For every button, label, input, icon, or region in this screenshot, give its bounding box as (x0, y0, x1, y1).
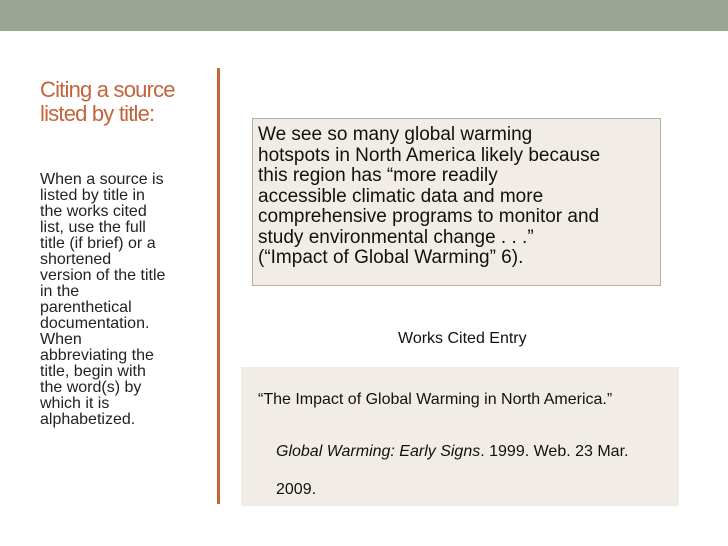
citation-site-title: Global Warming: Early Signs (276, 443, 481, 460)
slide-title-line: listed by title: (40, 101, 155, 126)
quote-box (252, 118, 661, 286)
top-bar (0, 0, 728, 31)
quote-line: this region has “more readily (258, 165, 498, 186)
quote-line: (“Impact of Global Warming” 6). (258, 247, 524, 268)
body-line: abbreviating the (40, 347, 154, 364)
body-line: listed by title in (40, 187, 145, 204)
body-line: When a source is (40, 171, 164, 188)
quote-line: comprehensive programs to monitor and (258, 206, 600, 227)
vertical-divider (217, 68, 220, 504)
body-line: When (40, 331, 82, 348)
slide-body-text (40, 172, 200, 428)
body-line: title (if brief) or a (40, 235, 156, 252)
citation-date-text: . 1999. Web. 23 Mar. (480, 443, 629, 460)
body-line: alphabetized. (40, 411, 136, 428)
body-line: parenthetical (40, 299, 132, 316)
body-line: the works cited (40, 203, 147, 220)
quote-line: hotspots in North America likely because (258, 144, 601, 166)
slide-title (40, 78, 210, 126)
body-line: version of the title (40, 267, 166, 284)
body-line: in the (40, 283, 80, 300)
body-line: the word(s) by (40, 379, 142, 396)
citation-year-line: 2009. (276, 481, 317, 498)
body-line: which it is (40, 395, 110, 412)
quote-line: accessible climatic data and more (258, 185, 544, 207)
quote-line: study environmental change . . .” (258, 226, 534, 248)
body-line: title, begin with (40, 363, 146, 380)
body-line: shortened (40, 251, 112, 268)
slide-title-line: Citing a source (40, 77, 175, 102)
quote-line: We see so many global warming (258, 124, 533, 145)
citation-publication-line (276, 443, 628, 461)
body-line: list, use the full (40, 219, 146, 236)
body-line: documentation. (40, 315, 150, 332)
citation-title-line: “The Impact of Global Warming in North America.” (258, 391, 613, 408)
citation-box (241, 367, 679, 506)
works-cited-label: Works Cited Entry (398, 330, 527, 347)
